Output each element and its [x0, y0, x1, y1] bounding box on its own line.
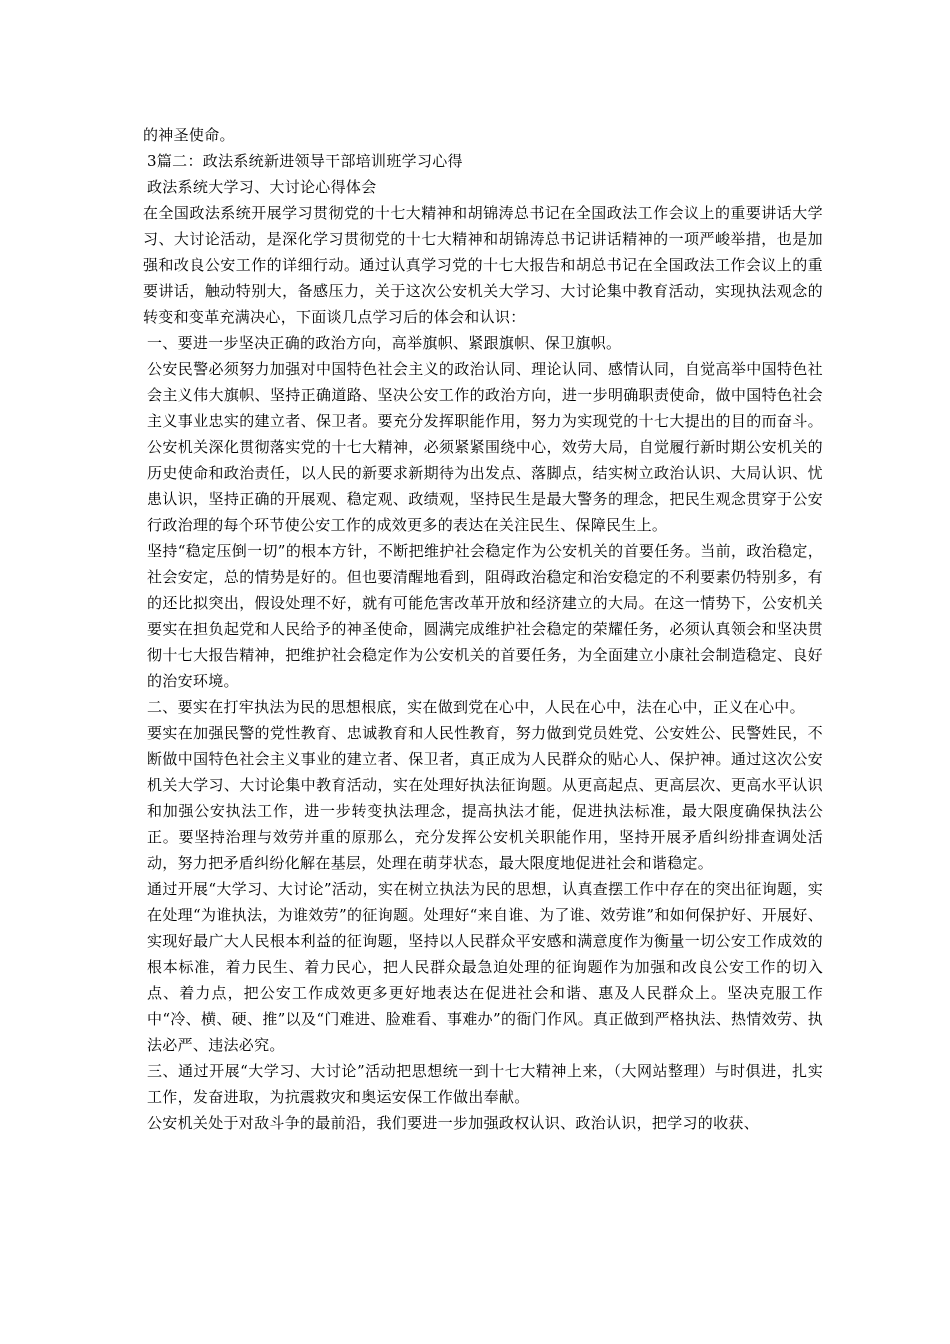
section-heading: 3篇二：政法系统新进领导干部培训班学习心得 [147, 152, 463, 170]
text-line: 的神圣使命。 [143, 126, 235, 144]
point-heading: 二、要实在打牢执法为民的思想根底，实在做到党在心中，人民在心中，法在心中，正义在心中。 [147, 698, 805, 716]
article-title: 政法系统大学习、大讨论心得体会 [147, 178, 377, 196]
paragraph: 要实在加强民警的党性教育、忠诚教育和人民性教育，努力做到党员姓党、公安姓公、民警姓民，不断做中国特色社会主义事业的建立者、保卫者，真正成为人民群众的贴心人、保护神。通过这次公安机关大学习、大讨论集中教育活动，实在处理好执法征询题。从更高起点、更高层次、更高水平认识和加强公安执法工作，进一步转变执法理念，提高执法才能，促进执法标准，最大限度确保执法公正。要坚持治理与效劳并重的原那么，充分发挥公安机关职能作用，坚持开展矛盾纠纷排查调处活动，努力把矛盾纠纷化解在基层，处理在萌芽状态，最大限度地促进社会和谐稳定。 [147, 724, 823, 872]
paragraph: 通过开展“大学习、大讨论”活动，实在树立执法为民的思想，认真查摆工作中存在的突出征询题，实在处理“为谁执法，为谁效劳”的征询题。处理好“来自谁、为了谁、效劳谁”和如何保护好、开展好、实现好最广大人民根本利益的征询题，坚持以人民群众平安感和满意度作为衡量一切公安工作成效的根本标准，着力民生、着力民心，把人民群众最急迫处理的征询题作为加强和改良公安工作的切入点、着力点，把公安工作成效更多更好地表达在促进社会和谐、惠及人民群众上。坚决克服工作中“冷、横、硬、推”以及“门难进、脸难看、事难办”的衙门作风。真正做到严格执法、热情效劳、执法必严、违法必究。 [147, 880, 823, 1054]
paragraph: 公安机关处于对敌斗争的最前沿，我们要进一步加强政权认识、政治认识，把学习的收获、 [147, 1114, 760, 1132]
paragraph: 公安民警必须努力加强对中国特色社会主义的政治认同、理论认同、感情认同，自觉高举中国特色社会主义伟大旗帜、坚持正确道路、坚决公安工作的政治方向，进一步明确职责使命，做中国特色社会主义事业忠实的建立者、保卫者。要充分发挥职能作用，努力为实现党的十七大提出的目的而奋斗。公安机关深化贯彻落实党的十七大精神，必须紧紧围绕中心，效劳大局，自觉履行新时期公安机关的历史使命和政治责任，以人民的新要求新期待为出发点、落脚点，结实树立政治认识、大局认识、忧患认识，坚持正确的开展观、稳定观、政绩观，坚持民生是最大警务的理念，把民生观念贯穿于公安行政治理的每个环节使公安工作的成效更多的表达在关注民生、保障民生上。 [147, 360, 823, 534]
point-heading: 一、要进一步坚决正确的政治方向，高举旗帜、紧跟旗帜、保卫旗帜。 [147, 334, 622, 352]
document-page [143, 122, 823, 1136]
paragraph: 在全国政法系统开展学习贯彻党的十七大精神和胡锦涛总书记在全国政法工作会议上的重要讲话大学习、大讨论活动，是深化学习贯彻党的十七大精神和胡锦涛总书记讲话精神的一项严峻举措，也是加强和改良公安工作的详细行动。通过认真学习党的十七大报告和胡总书记在全国政法工作会议上的重要讲话，触动特别大，备感压力，关于这次公安机关大学习、大讨论集中教育活动，实现执法观念的转变和变革充满决心，下面谈几点学习后的体会和认识： [143, 204, 823, 326]
point-heading: 三、通过开展“大学习、大讨论”活动把思想统一到十七大精神上来，（大网站整理）与时俱进，扎实工作，发奋进取，为抗震救灾和奥运安保工作做出奉献。 [147, 1062, 823, 1106]
paragraph: 坚持“稳定压倒一切”的根本方针，不断把维护社会稳定作为公安机关的首要任务。当前，政治稳定，社会安定，总的情势是好的。但也要清醒地看到，阻碍政治稳定和治安稳定的不利要素仍特别多，有的还比拟突出，假设处理不好，就有可能危害改革开放和经济建立的大局。在这一情势下，公安机关要实在担负起党和人民给予的神圣使命，圆满完成维护社会稳定的荣耀任务，必须认真领会和坚决贯彻十七大报告精神，把维护社会稳定作为公安机关的首要任务，为全面建立小康社会制造稳定、良好的治安环境。 [147, 542, 823, 690]
